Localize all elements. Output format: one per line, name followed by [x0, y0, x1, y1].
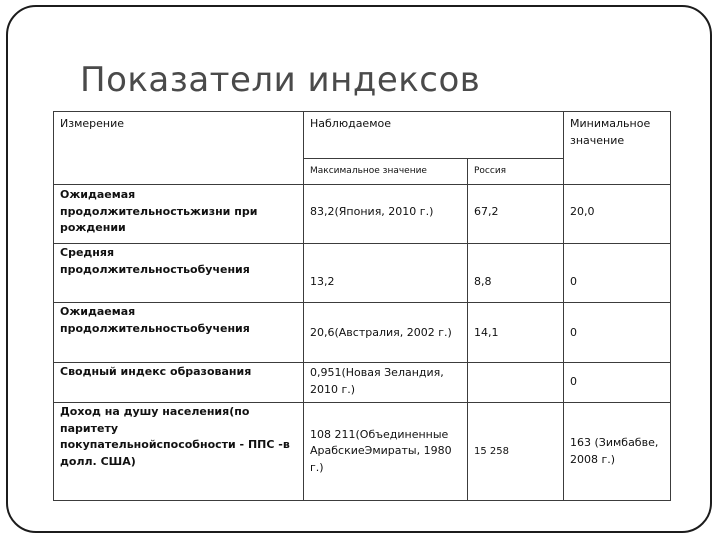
- row-min: 0: [564, 244, 671, 303]
- table-row: [54, 185, 671, 244]
- table-row: [54, 303, 671, 363]
- row-dimension: Средняя продолжительностьобучения: [54, 244, 304, 303]
- row-dimension: Сводный индекс образования: [54, 363, 304, 403]
- row-russia: 67,2: [468, 185, 564, 244]
- header-minimum: Минимальное значение: [564, 112, 671, 185]
- row-dimension: Ожидаемая продолжительностьобучения: [54, 303, 304, 363]
- header-observed: Наблюдаемое: [304, 112, 564, 159]
- slide-title: Показатели индексов: [80, 60, 481, 100]
- table-row: [54, 403, 671, 501]
- row-dimension: Ожидаемая продолжительностьжизни при рождении: [54, 185, 304, 244]
- table-row: [54, 244, 671, 303]
- header-russia: Россия: [468, 159, 564, 185]
- row-max: 83,2(Япония, 2010 г.): [304, 185, 468, 244]
- row-max: 20,6(Австралия, 2002 г.): [304, 303, 468, 363]
- row-russia: 14,1: [468, 303, 564, 363]
- row-russia: 8,8: [468, 244, 564, 303]
- indices-table: [53, 111, 671, 501]
- row-min: 0: [564, 303, 671, 363]
- row-max: 0,951(Новая Зеландия, 2010 г.): [304, 363, 468, 403]
- row-min: 163 (Зимбабве, 2008 г.): [564, 403, 671, 501]
- row-russia: 15 258: [468, 403, 564, 501]
- header-row: [54, 112, 671, 159]
- row-max: 108 211(Объединенные АрабскиеЭмираты, 1980 г.): [304, 403, 468, 501]
- header-dimension: Измерение: [54, 112, 304, 185]
- row-russia: [468, 363, 564, 403]
- header-max-value: Максимальное значение: [304, 159, 468, 185]
- table-row: [54, 363, 671, 403]
- row-min: 0: [564, 363, 671, 403]
- row-dimension: Доход на душу населения(по паритету покупательнойспособности - ППС -в долл. США): [54, 403, 304, 501]
- row-min: 20,0: [564, 185, 671, 244]
- row-max: 13,2: [304, 244, 468, 303]
